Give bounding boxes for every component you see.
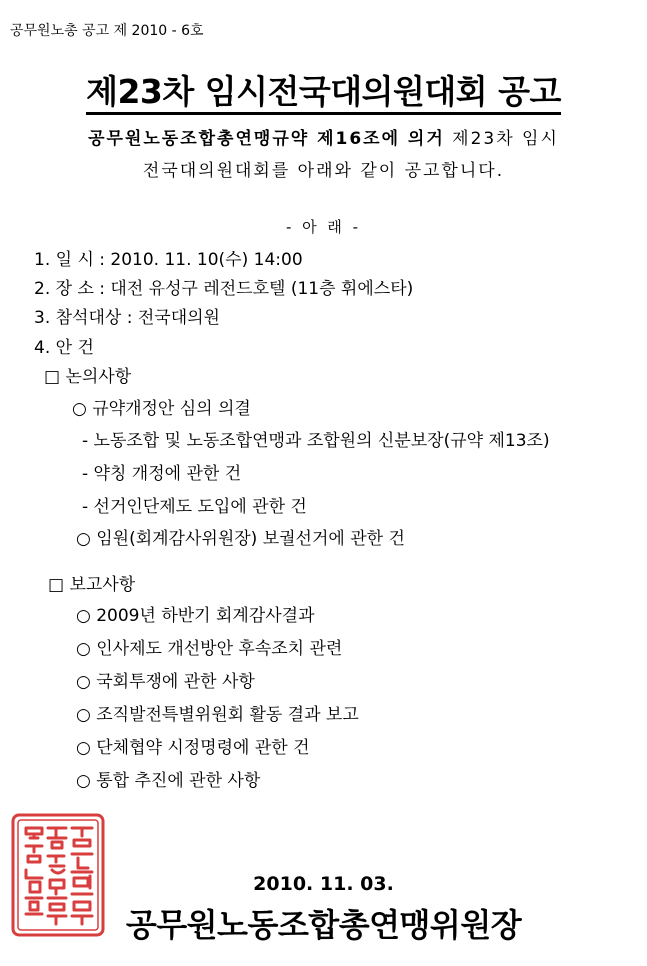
intro-line-1 [0, 124, 647, 149]
item-venue: 2. 장 소 : 대전 유성구 레전드호텔 (11층 휘에스타) [34, 279, 414, 299]
notice-reference-number: 공무원노총 공고 제 2010 - 6호 [10, 23, 204, 39]
report-item: ○ 단체협약 시정명령에 관한 건 [76, 738, 310, 758]
report-item: ○ 2009년 하반기 회계감사결과 [76, 606, 315, 626]
intro-line-2: 전국대의원대회를 아래와 같이 공고합니다. [142, 161, 505, 181]
discussion-by-election: ○ 임원(회계감사위원장) 보궐선거에 관한 건 [76, 529, 405, 549]
discussion-subitem: - 약칭 개정에 관한 건 [82, 464, 242, 484]
issuer-signature: 공무원노동조합총연맹위원장 [125, 906, 522, 944]
page-title-text: 제23차 임시전국대의원대회 공고 [86, 72, 561, 115]
discussion-subitem: - 노동조합 및 노동조합연맹과 조합원의 신분보장(규약 제13조) [82, 431, 550, 451]
report-item: ○ 국회투쟁에 관한 사항 [76, 672, 255, 692]
notice-date: 2010. 11. 03. [253, 873, 394, 895]
page-title [0, 66, 647, 113]
report-item: ○ 인사제도 개선방안 후속조치 관련 [76, 639, 343, 659]
discussion-bylaw-amendment: ○ 규약개정안 심의 의결 [72, 399, 251, 419]
report-heading: □ 보고사항 [48, 575, 136, 595]
item-date: 1. 일 시 : 2010. 11. 10(수) 14:00 [34, 250, 303, 270]
report-item: ○ 조직발전특별위원회 활동 결과 보고 [76, 705, 359, 725]
discussion-subitem: - 선거인단제도 도입에 관한 건 [82, 497, 307, 517]
section-separator: - 아 래 - [285, 218, 362, 236]
item-agenda: 4. 안 건 [34, 338, 94, 358]
intro-bylaw-reference: 공무원노동조합총연맹규약 제16조에 의거 [88, 129, 445, 149]
intro-line-1-rest: 제23차 임시 [444, 129, 559, 149]
item-attendees: 3. 참석대상 : 전국대의원 [34, 308, 220, 328]
discussion-heading: □ 논의사항 [44, 367, 132, 387]
report-item: ○ 통합 추진에 관한 사항 [76, 771, 261, 791]
